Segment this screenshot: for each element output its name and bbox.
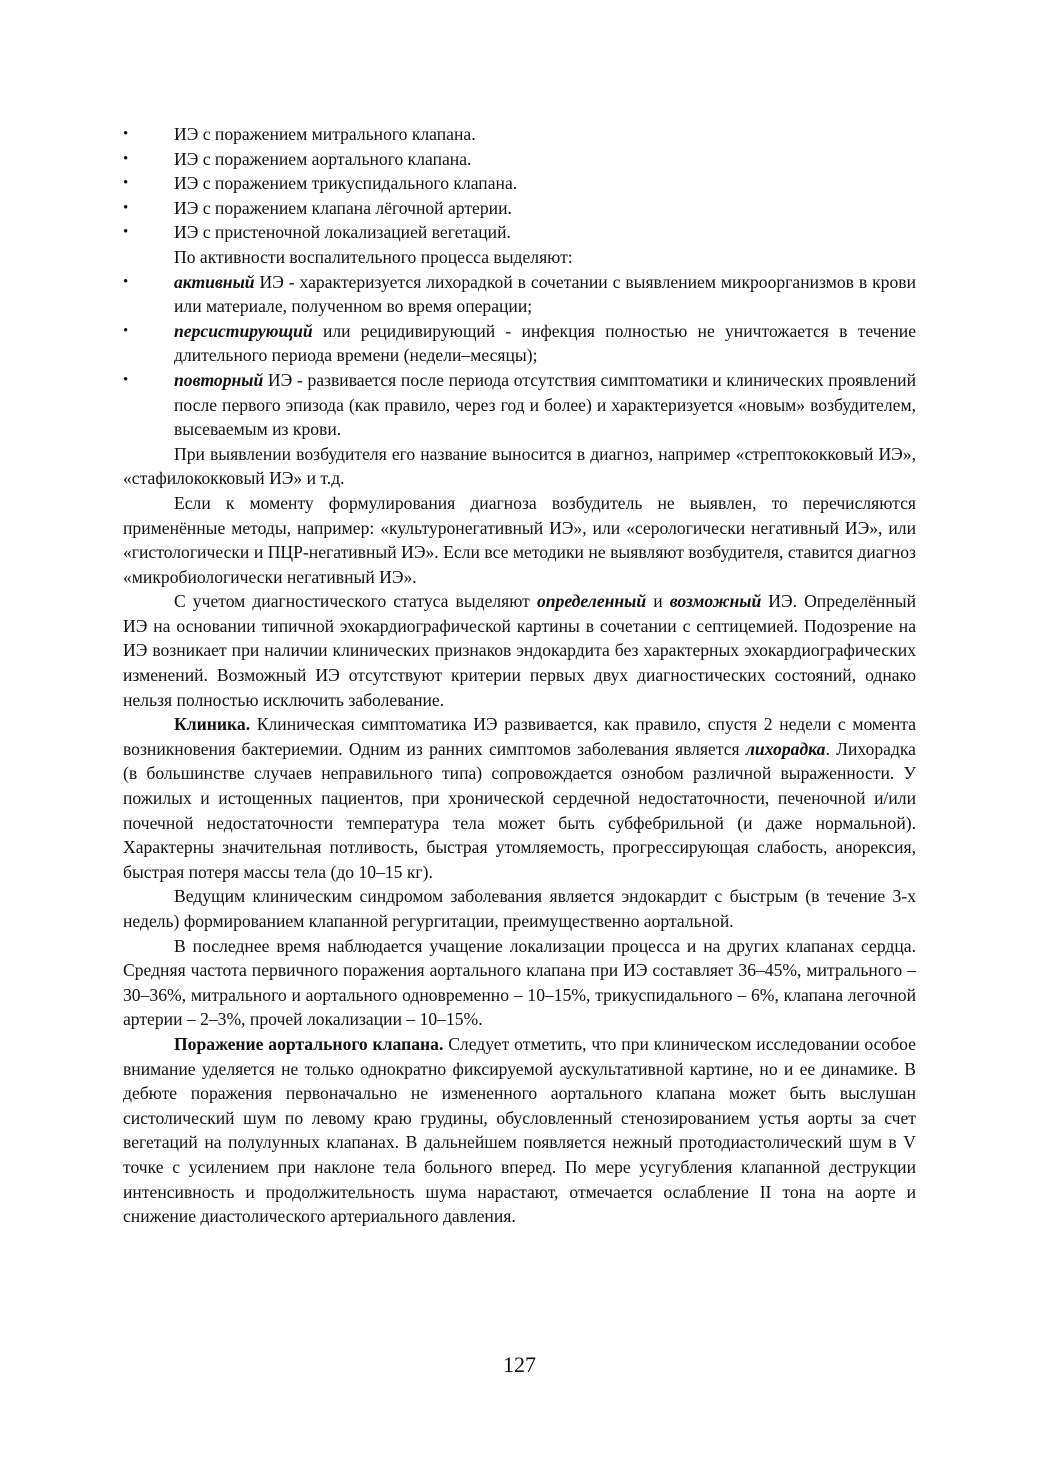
- text: . Лихорадка (в большинстве случаев неправильного типа) сопровождается ознобом различной выраженности. У пожилых и истощенных пациентов, при хронической сердечной недостаточности, печеночной и/или почечной недостаточности температура тела может быть субфебрильной (и даже нормальной). Характерны значительная потливость, быстрая утомляемость, прогрессирующая слабость, анорексия, быстрая потеря массы тела (до 10–15 кг).: [123, 738, 916, 882]
- term-text: или рецидивирующий - инфекция полностью не уничтожается в течение длительного периода времени (недели–месяцы);: [174, 320, 916, 366]
- term: лихорадка: [745, 738, 826, 759]
- list-item: • ИЭ с поражением трикуспидального клапана.: [123, 171, 916, 196]
- page-body: [123, 122, 916, 1229]
- list-item-activity: [123, 368, 916, 442]
- paragraph-aortic: [123, 1032, 916, 1229]
- list-item: • ИЭ с поражением клапана лёгочной артерии.: [123, 196, 916, 221]
- list-item-activity: [123, 270, 916, 319]
- paragraph-negative: Если к моменту формулирования диагноза возбудитель не выявлен, то перечисляются применённые методы, например: «культуронегативный ИЭ», или «серологически негативный ИЭ», или «гистологически и ПЦР-негативный ИЭ». Если все методики не выявляют возбудителя, ставится диагноз «микробиологически негативный ИЭ».: [123, 492, 916, 587]
- text: С учетом диагностического статуса выделяют: [174, 591, 537, 612]
- page-number: 127: [503, 1352, 536, 1377]
- text: Клиническая симптоматика ИЭ развивается, как правило, спустя 2 недели с момента возникновения бактериемии. Одним из ранних симптомов заболевания является: [123, 714, 916, 759]
- paragraph-status: [123, 589, 916, 712]
- paragraph-frequency: В последнее время наблюдается учащение локализации процесса и на других клапанах сердца. Средняя частота первичного поражения аортального клапана при ИЭ составляет 36–45%, митрального – 30–36%, митрального и аортального одновременно – 10–15%, трикуспидального – 6%, клапана легочной артерии – 2–3%, прочей локализации – 10–15%.: [123, 935, 916, 1030]
- paragraph-pathogen: При выявлении возбудителя его название выносится в диагноз, например «стрептококковый ИЭ», «стафилококковый ИЭ» и т.д.: [123, 443, 916, 489]
- list-item: • ИЭ с поражением митрального клапана.: [123, 122, 916, 147]
- list-item: • ИЭ с поражением аортального клапана.: [123, 147, 916, 172]
- term: повторный: [174, 369, 264, 390]
- activity-intro: По активности воспалительного процесса выделяют:: [174, 246, 573, 267]
- list-item-activity: [123, 319, 916, 368]
- term: активный: [174, 271, 255, 292]
- term: персистирующий: [174, 320, 313, 341]
- term-text: ИЭ - характеризуется лихорадкой в сочетании с выявлением микроорганизмов в крови или материале, полученном во время операции;: [174, 271, 916, 317]
- paragraph-leading: Ведущим клиническим синдромом заболевания является эндокардит с быстрым (в течение 3-х недель) формированием клапанной регургитации, преимущественно аортальной.: [123, 886, 916, 931]
- paragraph-clinic: [123, 712, 916, 884]
- term: возможный: [669, 591, 762, 612]
- text: Следует отметить, что при клиническом исследовании особое внимание уделяется не только однократно фиксируемой аускультативной картине, но и ее динамике. В дебюте поражения первоначально не измененного аортального клапана может быть выслушан систолический шум по левому краю грудины, обусловленный стенозированием устья аорты за счет вегетаций на полулунных клапанах. В дальнейшем появляется нежный протодиастолический шум в V точке с усилением при наклоне тела больного вперед. По мере усугубления клапанной деструкции интенсивность и продолжительность шума нарастают, отмечается ослабление II тона на аорте и снижение диастолического артериального давления.: [123, 1033, 916, 1227]
- list-item: • ИЭ с пристеночной локализацией вегетаций.: [123, 220, 916, 245]
- text: ИЭ. Определённый ИЭ на основании типичной эхокардиографической картины в сочетании с септицемией. Подозрение на ИЭ возникает при наличии клинических признаков эндокардита без характерных эхокардиографических изменений. Возможный ИЭ отсутствуют критерии первых двух диагностических состояний, однако нельзя полностью исключить заболевание.: [123, 591, 916, 710]
- text: и: [646, 591, 670, 612]
- section-heading: Поражение аортального клапана.: [174, 1033, 444, 1054]
- term: определенный: [536, 591, 647, 612]
- section-heading: Клиника.: [174, 714, 251, 735]
- term-text: ИЭ - развивается после периода отсутствия симптоматики и клинических проявлений после первого эпизода (как правило, через год и более) и характеризуется «новым» возбудителем, высеваемым из крови.: [174, 369, 916, 440]
